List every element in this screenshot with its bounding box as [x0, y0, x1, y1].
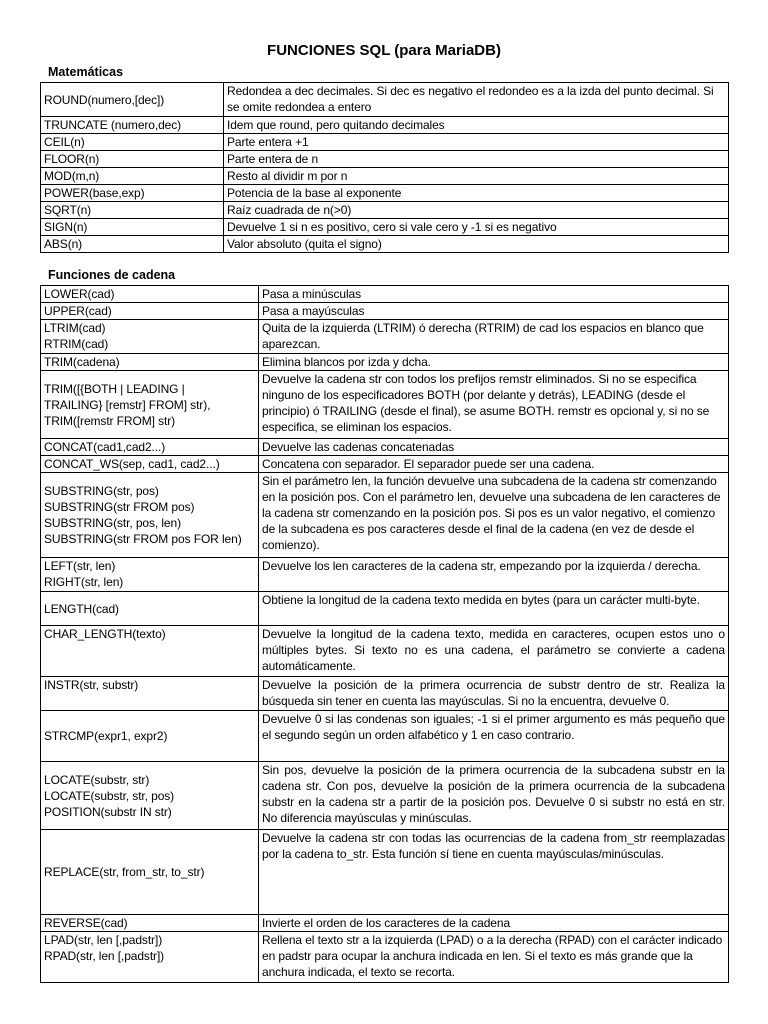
function-signature: LENGTH(cad) — [44, 601, 119, 616]
function-signature-cell — [41, 151, 224, 168]
function-signature-cell — [41, 219, 224, 236]
function-row — [41, 202, 729, 219]
function-signature: RTRIM(cad) — [44, 337, 109, 351]
function-signature-cell — [41, 286, 259, 303]
function-signature-cell — [41, 134, 224, 151]
function-row — [41, 456, 729, 473]
function-description: Devuelve la cadena str con todos los prefijos remstr eliminados. Si no se especifica ninguno de los especificadores BOTH (por delante y detrás), LEADING (desde el principio) ó TRAILING (desde el final), se asume BOTH. remstr es opcional y, si no se especifica, se eliminan los espacios. — [259, 371, 729, 439]
function-signature-cell — [41, 932, 259, 983]
function-signature: INSTR(str, substr) — [44, 678, 139, 692]
function-description: Resto al dividir m por n — [224, 168, 729, 185]
function-description: Devuelve la cadena str con todas las ocurrencias de la cadena from_str reemplazadas por la cadena to_str. Esta función sí tiene en cuenta mayúsculas/minúsculas. — [259, 830, 729, 915]
math-functions-table — [40, 82, 729, 253]
function-signature: SUBSTRING(str, pos, len) — [44, 516, 181, 530]
function-signature-cell — [41, 830, 259, 915]
function-signature: SUBSTRING(str, pos) — [44, 484, 159, 498]
function-signature: SQRT(n) — [44, 203, 92, 217]
function-row — [41, 219, 729, 236]
function-signature: SIGN(n) — [44, 220, 88, 234]
function-row — [41, 932, 729, 983]
function-description: Rellena el texto str a la izquierda (LPAD) o a la derecha (RPAD) con el carácter indicado en padstr para ocupar la anchura indicada en len. Si el texto es más grande que la anchura indicada, el texto se recorta. — [259, 932, 729, 983]
function-signature-cell — [41, 185, 224, 202]
function-row — [41, 168, 729, 185]
function-signature: CONCAT(cad1,cad2...) — [44, 440, 166, 454]
function-signature-cell — [41, 83, 224, 117]
function-description: Invierte el orden de los caracteres de la cadena — [259, 915, 729, 932]
function-description: Pasa a mayúsculas — [259, 303, 729, 320]
function-signature-cell — [41, 168, 224, 185]
function-signature-cell — [41, 371, 259, 439]
function-description: Elimina blancos por izda y dcha. — [259, 354, 729, 371]
function-signature: FLOOR(n) — [44, 152, 100, 166]
function-signature: SUBSTRING(str FROM pos) — [44, 500, 195, 514]
function-signature: POWER(base,exp) — [44, 186, 145, 200]
function-signature: LOCATE(substr, str) — [44, 772, 150, 787]
function-description: Obtiene la longitud de la cadena texto medida en bytes (para un carácter multi-byte. — [259, 592, 729, 626]
function-signature-cell — [41, 558, 259, 592]
function-row — [41, 371, 729, 439]
function-signature-cell — [41, 915, 259, 932]
function-signature: UPPER(cad) — [44, 304, 112, 318]
function-signature-cell — [41, 354, 259, 371]
function-signature: TRIM([{BOTH | LEADING | — [44, 381, 185, 396]
function-row — [41, 117, 729, 134]
function-row — [41, 236, 729, 253]
function-row — [41, 354, 729, 371]
function-signature-cell — [41, 626, 259, 677]
function-signature: MOD(m,n) — [44, 169, 100, 183]
function-signature-cell — [41, 473, 259, 558]
function-signature-cell — [41, 677, 259, 711]
function-signature: CEIL(n) — [44, 135, 85, 149]
function-description: Sin pos, devuelve la posición de la primera ocurrencia de la subcadena substr en la cadena str. Con pos, devuelve la posición de la primera ocurrencia de la subcadena substr en la cadena str a partir de la posición pos. Devuelve 0 si substr no está en str. No diferencia mayúsculas y minúsculas. — [259, 762, 729, 830]
function-row — [41, 626, 729, 677]
function-description: Redondea a dec decimales. Si dec es negativo el redondeo es a la izda del punto decimal. Si se omite redondea a entero — [224, 83, 729, 117]
function-description: Devuelve 0 si las condenas son iguales; -1 si el primer argumento es más pequeño que el segundo según un orden alfabético y 1 en caso contrario. — [259, 711, 729, 762]
function-signature: LEFT(str, len) — [44, 559, 116, 573]
function-signature: RIGHT(str, len) — [44, 575, 124, 589]
function-description: Devuelve los len caracteres de la cadena str, empezando por la izquierda / derecha. — [259, 558, 729, 592]
function-signature-cell — [41, 439, 259, 456]
function-description: Raíz cuadrada de n(>0) — [224, 202, 729, 219]
function-row — [41, 592, 729, 626]
function-description: Potencia de la base al exponente — [224, 185, 729, 202]
function-description: Parte entera de n — [224, 151, 729, 168]
function-signature-cell — [41, 202, 224, 219]
function-signature: TRAILING} [remstr] FROM] str), — [44, 397, 211, 412]
function-signature: CHAR_LENGTH(texto) — [44, 627, 166, 641]
function-description: Valor absoluto (quita el signo) — [224, 236, 729, 253]
function-signature: REVERSE(cad) — [44, 916, 128, 930]
function-description: Quita de la izquierda (LTRIM) ó derecha (RTRIM) de cad los espacios en blanco que aparezcan. — [259, 320, 729, 354]
function-signature: LPAD(str, len [,padstr]) — [44, 933, 163, 947]
function-signature: CONCAT_WS(sep, cad1, cad2...) — [44, 457, 220, 471]
function-signature: TRUNCATE (numero,dec) — [44, 118, 182, 132]
function-signature: LOWER(cad) — [44, 287, 115, 301]
function-row — [41, 473, 729, 558]
section-heading-cadena: Funciones de cadena — [48, 268, 176, 282]
function-signature: TRIM([remstr FROM] str) — [44, 413, 176, 428]
function-description: Pasa a minúsculas — [259, 286, 729, 303]
function-row — [41, 558, 729, 592]
function-description: Concatena con separador. El separador puede ser una cadena. — [259, 456, 729, 473]
function-signature-cell — [41, 711, 259, 762]
function-signature-cell — [41, 117, 224, 134]
function-signature: STRCMP(expr1, expr2) — [44, 729, 168, 743]
function-signature-cell — [41, 762, 259, 830]
function-row — [41, 677, 729, 711]
function-description: Devuelve la posición de la primera ocurrencia de substr dentro de str. Realiza la búsqueda sin tener en cuenta las mayúsculas. Si no la encuentra, devuelve 0. — [259, 677, 729, 711]
function-signature: ABS(n) — [44, 237, 83, 251]
function-row — [41, 439, 729, 456]
function-signature: ROUND(numero,[dec]) — [44, 92, 165, 107]
section-heading-matematicas: Matemáticas — [48, 65, 124, 79]
function-row — [41, 320, 729, 354]
function-row — [41, 762, 729, 830]
function-signature: TRIM(cadena) — [44, 355, 120, 369]
function-row — [41, 286, 729, 303]
string-functions-table — [40, 285, 729, 983]
function-row — [41, 830, 729, 915]
function-description: Parte entera +1 — [224, 134, 729, 151]
function-signature-cell — [41, 320, 259, 354]
function-description: Sin el parámetro len, la función devuelve una subcadena de la cadena str comenzando en la posición pos. Con el parámetro len, devuelve una subcadena de len caracteres de la cadena str comenzando en la posición pos. Si pos es un valor negativo, el comienzo de la subcadena es pos caracteres desde el final de la cadena (en vez de desde el comienzo). — [259, 473, 729, 558]
function-row — [41, 134, 729, 151]
function-signature: RPAD(str, len [,padstr]) — [44, 949, 165, 963]
function-signature: REPLACE(str, from_str, to_str) — [44, 865, 205, 879]
function-description: Devuelve la longitud de la cadena texto, medida en caracteres, ocupen estos uno o múltiples bytes. Si texto no es una cadena, el parámetro se convierte a cadena automáticamente. — [259, 626, 729, 677]
function-description: Devuelve 1 si n es positivo, cero si vale cero y -1 si es negativo — [224, 219, 729, 236]
function-signature: LTRIM(cad) — [44, 321, 106, 335]
function-signature-cell — [41, 303, 259, 320]
function-row — [41, 83, 729, 117]
function-row — [41, 915, 729, 932]
function-description: Devuelve las cadenas concatenadas — [259, 439, 729, 456]
function-signature-cell — [41, 236, 224, 253]
function-signature: SUBSTRING(str FROM pos FOR len) — [44, 532, 242, 546]
function-row — [41, 151, 729, 168]
function-row — [41, 185, 729, 202]
function-signature-cell — [41, 456, 259, 473]
function-row — [41, 303, 729, 320]
function-signature: POSITION(substr IN str) — [44, 804, 172, 819]
function-signature-cell — [41, 592, 259, 626]
function-row — [41, 711, 729, 762]
page-title: FUNCIONES SQL (para MariaDB) — [267, 42, 501, 59]
function-signature: LOCATE(substr, str, pos) — [44, 788, 175, 803]
function-description: Idem que round, pero quitando decimales — [224, 117, 729, 134]
